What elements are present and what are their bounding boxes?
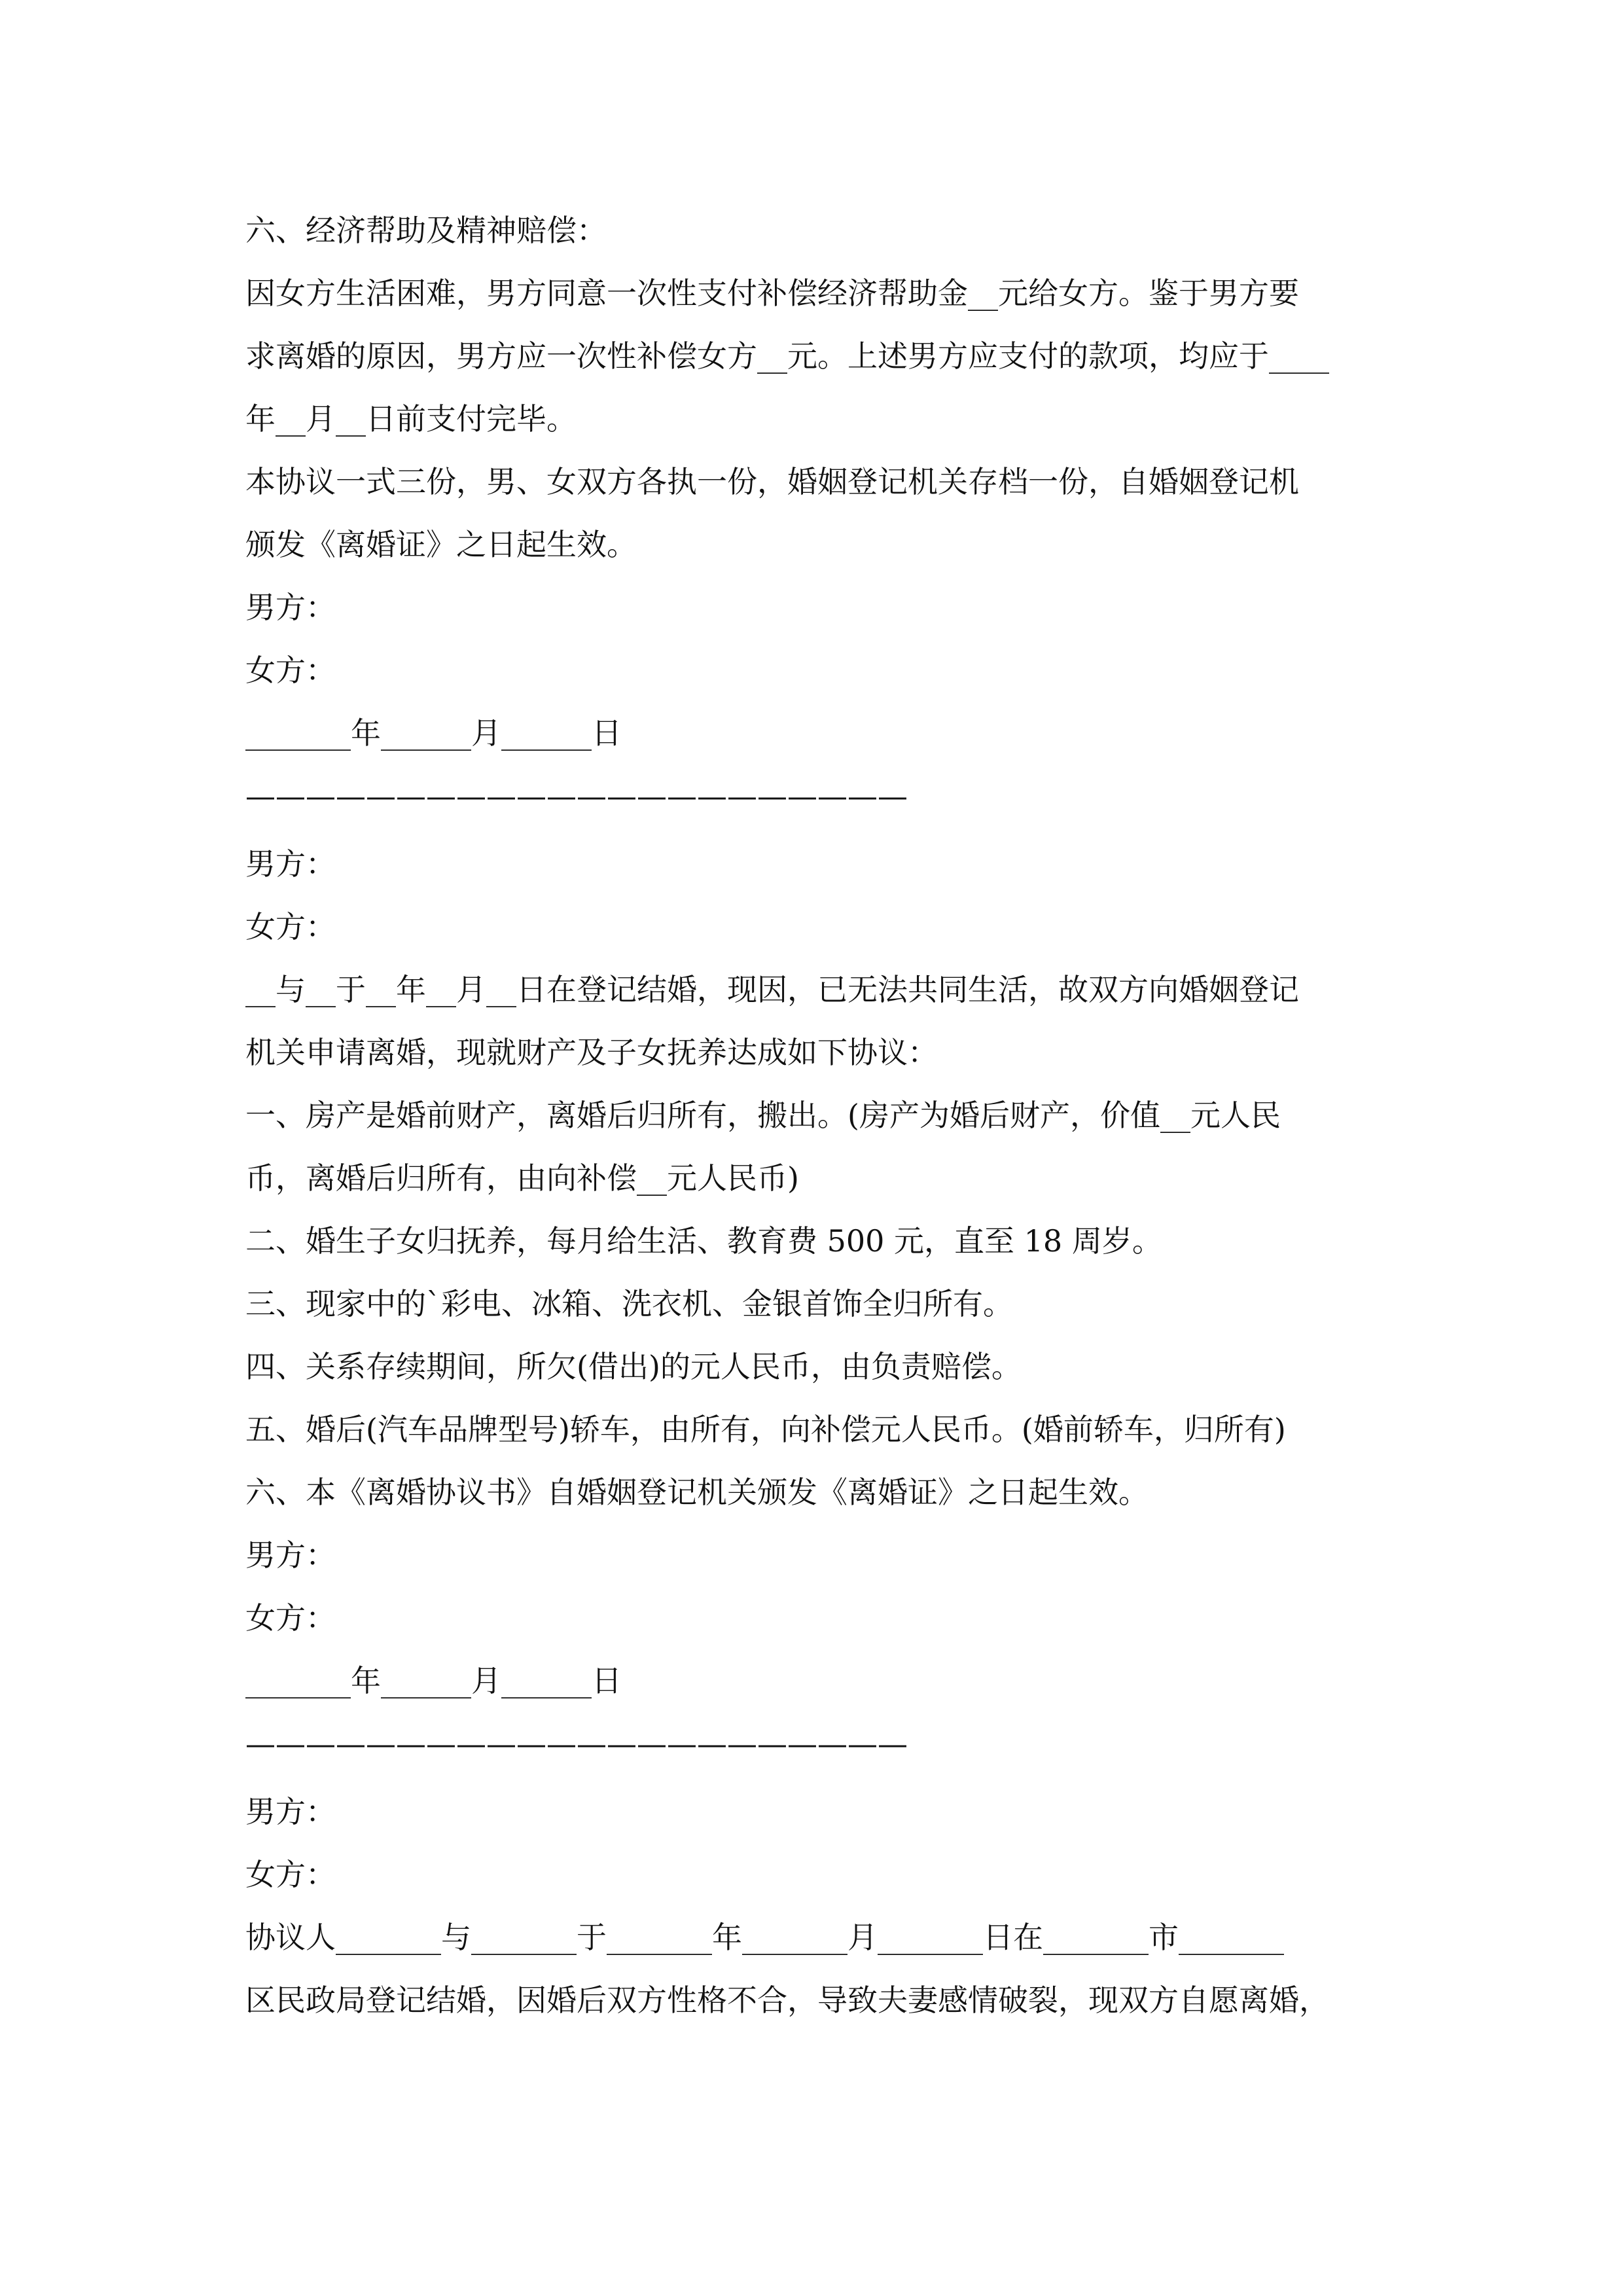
signature-female: 女方： [245, 1600, 336, 1636]
signature-male: 男方： [245, 590, 336, 625]
signature-male: 男方： [245, 1794, 336, 1829]
separator-line: —————————————————————— [245, 1726, 908, 1761]
clause-line: 币，离婚后归所有，由向补偿__元人民币) [245, 1160, 799, 1196]
section-heading: 六、经济帮助及精神赔偿： [245, 213, 607, 248]
clause-line: 三、现家中的`彩电、冰箱、洗衣机、金银首饰全归所有。 [245, 1286, 1013, 1321]
paragraph-line: 机关申请离婚，现就财产及子女抚养达成如下协议： [245, 1035, 938, 1070]
signature-female: 女方： [245, 909, 336, 944]
signature-male: 男方： [245, 846, 336, 882]
separator-line: —————————————————————— [245, 778, 908, 814]
paragraph-line: 颁发《离婚证》之日起生效。 [245, 527, 637, 562]
paragraph-line: 协议人_______与_______于_______年_______月_______日在_______市_______ [245, 1920, 1284, 1955]
clause-line: 六、本《离婚协议书》自婚姻登记机关颁发《离婚证》之日起生效。 [245, 1475, 1149, 1510]
date-line: _______年______月______日 [245, 1663, 622, 1698]
clause-line: 五、婚后(汽车品牌型号)轿车，由所有，向补偿元人民币。(婚前轿车，归所有) [245, 1412, 1286, 1447]
paragraph-line: 求离婚的原因，男方应一次性补偿女方__元。上述男方应支付的款项，均应于____ [245, 338, 1329, 374]
clause-line: 一、房产是婚前财产，离婚后归所有，搬出。(房产为婚后财产，价值__元人民 [245, 1098, 1281, 1133]
paragraph-line: 本协议一式三份，男、女双方各执一份，婚姻登记机关存档一份，自婚姻登记机 [245, 464, 1299, 499]
signature-male: 男方： [245, 1537, 336, 1573]
paragraph-line: 年__月__日前支付完毕。 [245, 401, 577, 437]
signature-female: 女方： [245, 653, 336, 688]
paragraph-line: 因女方生活困难，男方同意一次性支付补偿经济帮助金__元给女方。鉴于男方要 [245, 276, 1299, 311]
signature-female: 女方： [245, 1857, 336, 1892]
date-line: _______年______月______日 [245, 715, 622, 751]
paragraph-line: 区民政局登记结婚，因婚后双方性格不合，导致夫妻感情破裂，现双方自愿离婚， [245, 1982, 1329, 2018]
paragraph-line: __与__于__年__月__日在登记结婚，现因，已无法共同生活，故双方向婚姻登记 [245, 972, 1299, 1007]
clause-line: 四、关系存续期间，所欠(借出)的元人民币，由负责赔偿。 [245, 1349, 1022, 1384]
clause-line: 二、婚生子女归抚养，每月给生活、教育费 500 元，直至 18 周岁。 [245, 1223, 1162, 1259]
